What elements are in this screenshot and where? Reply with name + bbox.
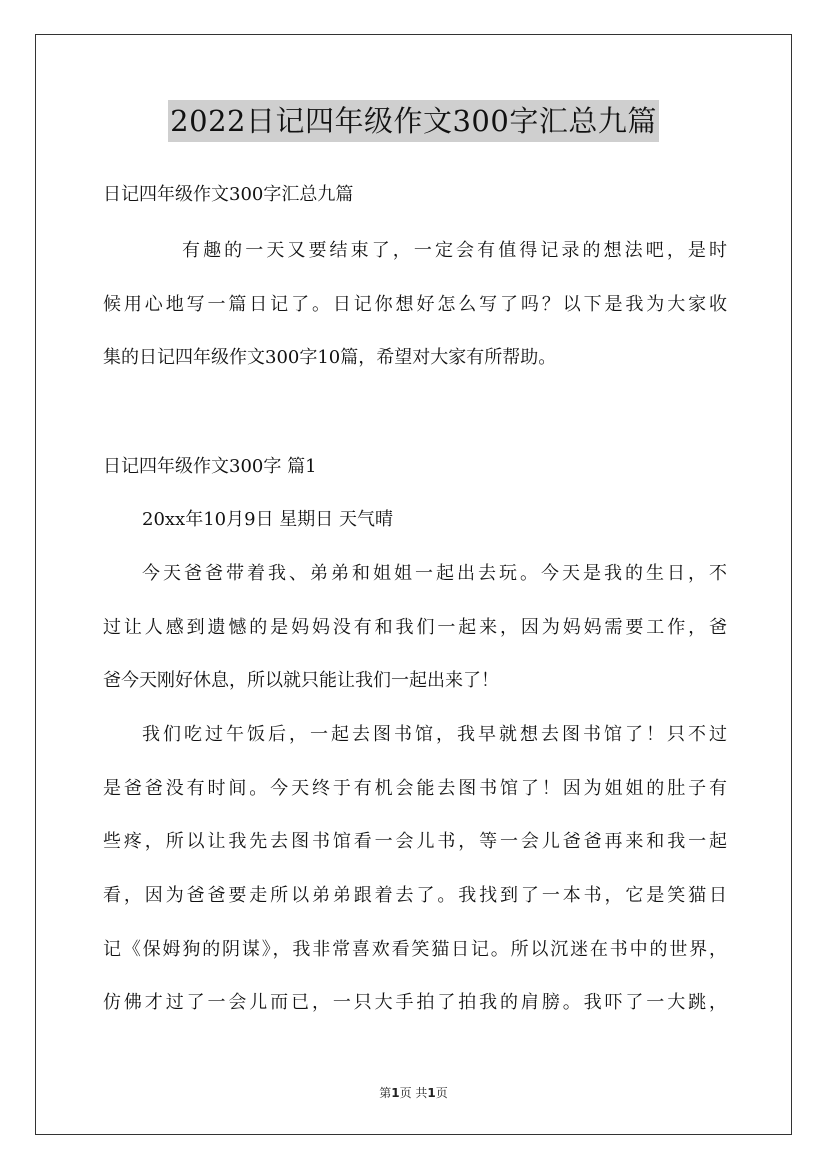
paragraph-line: 看，因为爸爸要走所以弟弟跟着去了。我找到了一本书，它是笑猫日 [103,885,727,906]
document-subtitle: 日记四年级作文300字汇总九篇 [103,184,354,205]
footer-middle: 页 共 [399,1086,428,1100]
paragraph-line: 记《保姆狗的阴谋》，我非常喜欢看笑猫日记。所以沉迷在书中的世界， [103,939,727,960]
footer-page-total: 1 [427,1086,436,1100]
paragraph-line: 我们吃过午饭后，一起去图书馆，我早就想去图书馆了！只不过 [142,724,727,745]
paragraph-line: 今天爸爸带着我、弟弟和姐姐一起出去玩。今天是我的生日，不 [142,563,727,584]
intro-line: 候用心地写一篇日记了。日记你想好怎么写了吗？以下是我为大家收 [103,294,727,315]
paragraph-line: 是爸爸没有时间。今天终于有机会能去图书馆了！因为姐姐的肚子有 [103,778,727,799]
footer-prefix: 第 [379,1086,392,1100]
document-title: 2022日记四年级作文300字汇总九篇 [168,100,659,142]
footer-page-number: 1 [391,1086,400,1100]
paragraph-line: 仿佛才过了一会儿而已，一只大手拍了拍我的肩膀。我吓了一大跳， [103,992,727,1013]
section-heading: 日记四年级作文300字 篇1 [103,456,317,477]
title-container [0,100,827,142]
page-footer [0,1084,827,1101]
paragraph-line: 爸今天刚好休息，所以就只能让我们一起出来了！ [103,670,499,691]
intro-line: 集的日记四年级作文300字10篇，希望对大家有所帮助。 [103,347,557,368]
intro-line: 有趣的一天又要结束了，一定会有值得记录的想法吧，是时 [182,240,727,261]
footer-suffix: 页 [435,1086,448,1100]
paragraph-line: 些疼，所以让我先去图书馆看一会儿书，等一会儿爸爸再来和我一起 [103,831,727,852]
paragraph-line: 过让人感到遗憾的是妈妈没有和我们一起来，因为妈妈需要工作，爸 [103,617,727,638]
date-line: 20xx年10月9日 星期日 天气晴 [142,509,394,530]
